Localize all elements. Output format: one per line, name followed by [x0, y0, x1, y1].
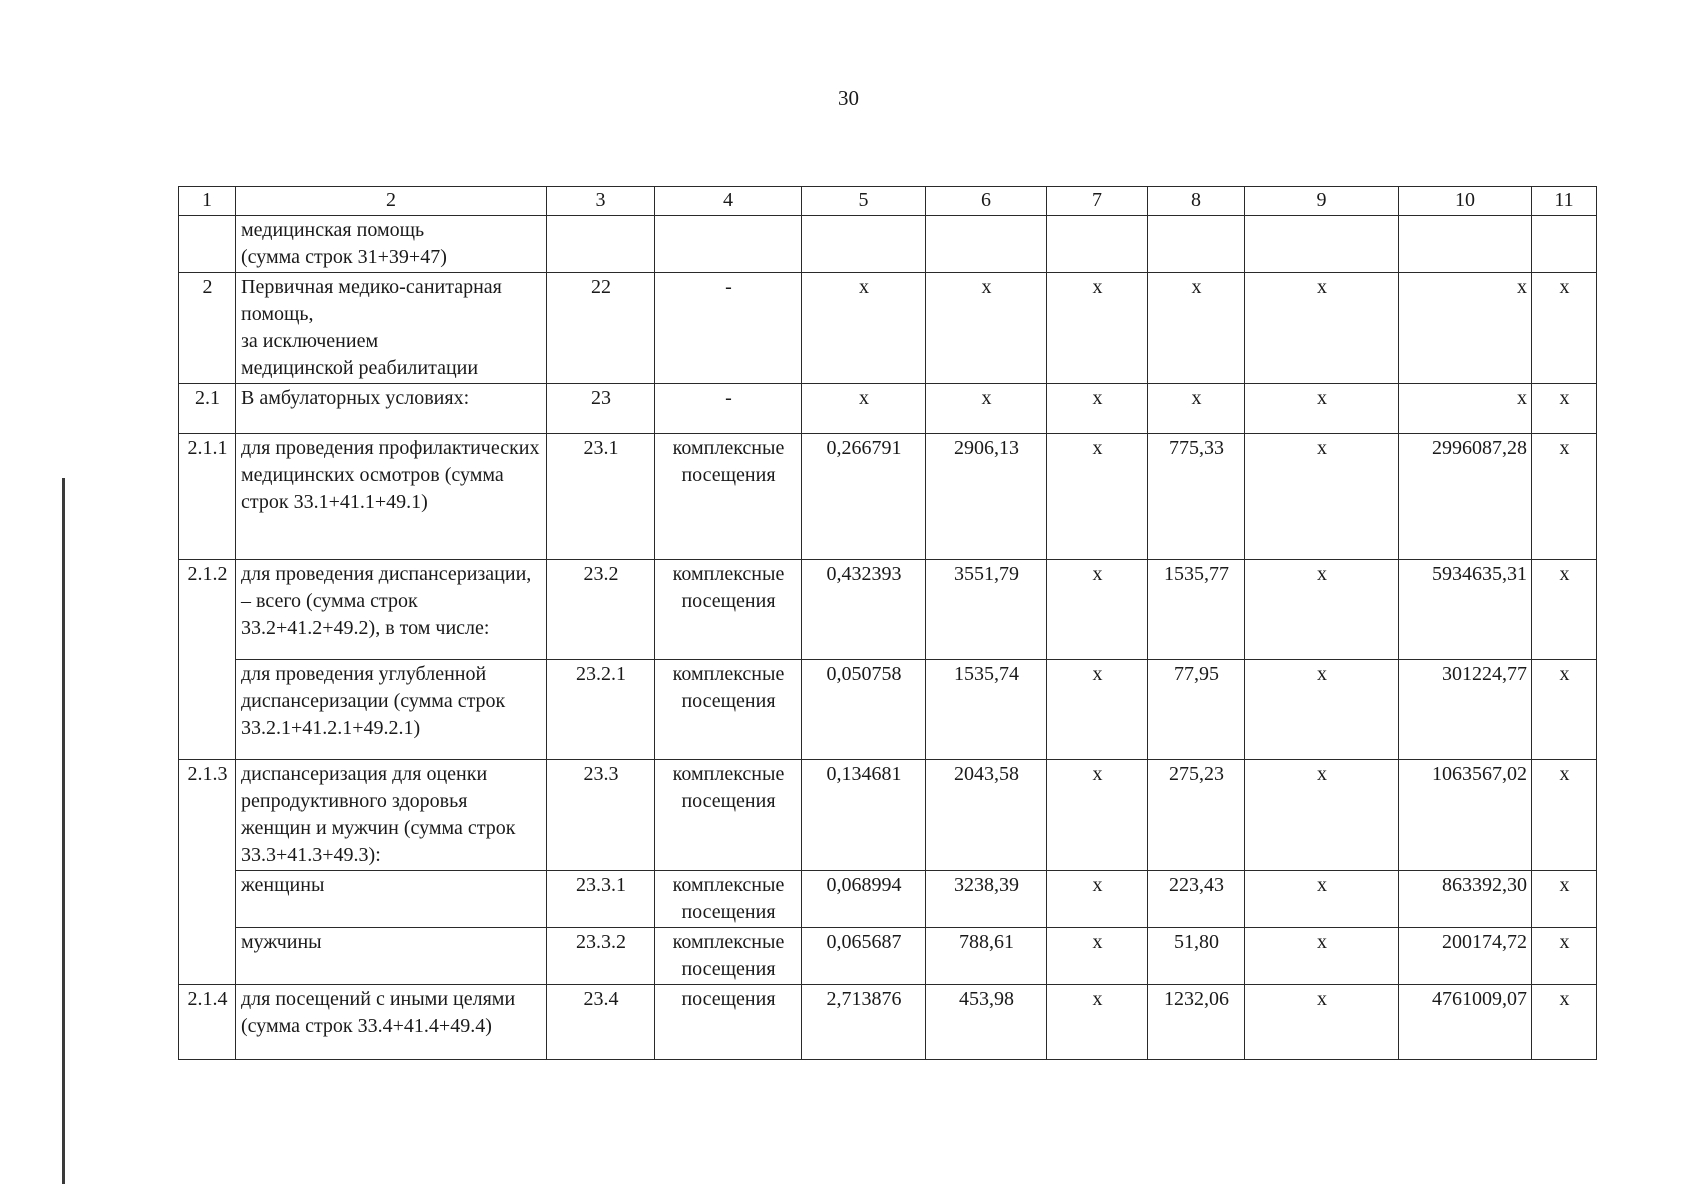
cell-c11	[1532, 216, 1597, 273]
cell-c9	[1245, 216, 1399, 273]
cell-unit	[655, 216, 802, 273]
cell-c10: 200174,72	[1399, 928, 1532, 985]
cell-c6	[926, 216, 1047, 273]
cell-c9: x	[1245, 760, 1399, 871]
cell-c11: x	[1532, 760, 1597, 871]
cell-unit: комплексные посещения	[655, 560, 802, 660]
row-name-cell: женщины	[236, 871, 547, 928]
cell-code: 23	[547, 384, 655, 434]
cell-c7: x	[1047, 760, 1148, 871]
cell-c9: x	[1245, 928, 1399, 985]
cell-unit: комплексные посещения	[655, 760, 802, 871]
cell-c8: x	[1148, 273, 1245, 384]
header-cell: 2	[236, 187, 547, 216]
cell-c6: 2043,58	[926, 760, 1047, 871]
table-header-row	[179, 187, 1597, 216]
cell-c10: x	[1399, 384, 1532, 434]
row-name-cell: мужчины	[236, 928, 547, 985]
table-row	[179, 273, 1597, 384]
cell-c8: x	[1148, 384, 1245, 434]
cell-c7: x	[1047, 434, 1148, 560]
cell-c8	[1148, 216, 1245, 273]
cell-c6: 2906,13	[926, 434, 1047, 560]
cell-c10	[1399, 216, 1532, 273]
header-cell: 9	[1245, 187, 1399, 216]
cell-c5: 0,266791	[802, 434, 926, 560]
row-number-cell: 2.1.4	[179, 985, 236, 1060]
table-row	[179, 216, 1597, 273]
cell-c6: 453,98	[926, 985, 1047, 1060]
cell-c5: 0,134681	[802, 760, 926, 871]
cell-c6: 1535,74	[926, 660, 1047, 760]
header-cell: 5	[802, 187, 926, 216]
cell-c9: x	[1245, 871, 1399, 928]
cell-c8: 51,80	[1148, 928, 1245, 985]
cell-c7	[1047, 216, 1148, 273]
cell-code: 23.2	[547, 560, 655, 660]
cell-unit: комплексные посещения	[655, 871, 802, 928]
cell-c10: 2996087,28	[1399, 434, 1532, 560]
cell-c5: x	[802, 384, 926, 434]
table-row	[179, 760, 1597, 871]
cell-c11: x	[1532, 434, 1597, 560]
cell-c7: x	[1047, 660, 1148, 760]
cell-unit: комплексные посещения	[655, 928, 802, 985]
cell-unit: -	[655, 384, 802, 434]
row-number-cell: 2	[179, 273, 236, 384]
table-row	[179, 560, 1597, 660]
row-name-cell: для проведения диспансеризации, – всего (сумма строк 33.2+41.2+49.2), в том числе:	[236, 560, 547, 660]
cell-c10: 4761009,07	[1399, 985, 1532, 1060]
cell-code: 23.1	[547, 434, 655, 560]
cell-c5	[802, 216, 926, 273]
cell-c5: x	[802, 273, 926, 384]
cell-code: 23.4	[547, 985, 655, 1060]
row-name-cell: для проведения профилактических медицинских осмотров (сумма строк 33.1+41.1+49.1)	[236, 434, 547, 560]
cell-c8: 77,95	[1148, 660, 1245, 760]
row-name-cell: диспансеризация для оценки репродуктивного здоровья женщин и мужчин (сумма строк 33.3+41.3+49.3):	[236, 760, 547, 871]
cell-c6: 3551,79	[926, 560, 1047, 660]
cell-c8: 1535,77	[1148, 560, 1245, 660]
cell-c7: x	[1047, 985, 1148, 1060]
table-row	[179, 384, 1597, 434]
cell-c9: x	[1245, 560, 1399, 660]
cell-unit: посещения	[655, 985, 802, 1060]
cell-c11: x	[1532, 928, 1597, 985]
data-table	[178, 186, 1597, 1060]
header-cell: 8	[1148, 187, 1245, 216]
cell-c11: x	[1532, 871, 1597, 928]
row-name-cell: медицинская помощь (сумма строк 31+39+47)	[236, 216, 547, 273]
cell-c6: 3238,39	[926, 871, 1047, 928]
header-cell: 10	[1399, 187, 1532, 216]
table-row	[179, 871, 1597, 928]
cell-c8: 1232,06	[1148, 985, 1245, 1060]
row-number-cell: 2.1	[179, 384, 236, 434]
cell-c5: 0,068994	[802, 871, 926, 928]
row-number-cell: 2.1.2	[179, 560, 236, 760]
cell-c5: 0,050758	[802, 660, 926, 760]
page-number: 30	[838, 86, 859, 110]
cell-code: 23.3	[547, 760, 655, 871]
cell-c11: x	[1532, 273, 1597, 384]
row-number-cell: 2.1.3	[179, 760, 236, 985]
cell-c6: 788,61	[926, 928, 1047, 985]
cell-c9: x	[1245, 985, 1399, 1060]
row-number-cell: 2.1.1	[179, 434, 236, 560]
cell-c6: x	[926, 273, 1047, 384]
cell-c7: x	[1047, 384, 1148, 434]
cell-unit: комплексные посещения	[655, 434, 802, 560]
cell-c11: x	[1532, 384, 1597, 434]
cell-c7: x	[1047, 273, 1148, 384]
row-name-cell: В амбулаторных условиях:	[236, 384, 547, 434]
cell-c7: x	[1047, 928, 1148, 985]
cell-c10: 5934635,31	[1399, 560, 1532, 660]
cell-c10: 863392,30	[1399, 871, 1532, 928]
cell-c11: x	[1532, 560, 1597, 660]
cell-c11: x	[1532, 985, 1597, 1060]
cell-code: 23.2.1	[547, 660, 655, 760]
header-cell: 4	[655, 187, 802, 216]
cell-c9: x	[1245, 434, 1399, 560]
cell-code: 22	[547, 273, 655, 384]
cell-c5: 0,065687	[802, 928, 926, 985]
header-cell: 11	[1532, 187, 1597, 216]
header-cell: 7	[1047, 187, 1148, 216]
cell-unit: -	[655, 273, 802, 384]
cell-c7: x	[1047, 560, 1148, 660]
cell-c9: x	[1245, 660, 1399, 760]
header-cell: 6	[926, 187, 1047, 216]
cell-c9: x	[1245, 384, 1399, 434]
row-name-cell: для проведения углубленной диспансеризации (сумма строк 33.2.1+41.2.1+49.2.1)	[236, 660, 547, 760]
cell-c9: x	[1245, 273, 1399, 384]
table-row	[179, 434, 1597, 560]
cell-c8: 223,43	[1148, 871, 1245, 928]
cell-c10: x	[1399, 273, 1532, 384]
header-cell: 3	[547, 187, 655, 216]
cell-c11: x	[1532, 660, 1597, 760]
cell-unit: комплексные посещения	[655, 660, 802, 760]
cell-code: 23.3.2	[547, 928, 655, 985]
cell-c8: 775,33	[1148, 434, 1245, 560]
header-cell: 1	[179, 187, 236, 216]
table-row	[179, 928, 1597, 985]
cell-code: 23.3.1	[547, 871, 655, 928]
cell-code	[547, 216, 655, 273]
cell-c8: 275,23	[1148, 760, 1245, 871]
cell-c10: 301224,77	[1399, 660, 1532, 760]
cell-c7: x	[1047, 871, 1148, 928]
cell-c5: 2,713876	[802, 985, 926, 1060]
row-number-cell	[179, 216, 236, 273]
table-row	[179, 660, 1597, 760]
cell-c5: 0,432393	[802, 560, 926, 660]
cell-c6: x	[926, 384, 1047, 434]
row-name-cell: Первичная медико-санитарная помощь, за исключением медицинской реабилитации	[236, 273, 547, 384]
table-row	[179, 985, 1597, 1060]
row-name-cell: для посещений с иными целями (сумма строк 33.4+41.4+49.4)	[236, 985, 547, 1060]
scan-margin-line	[62, 478, 65, 1184]
cell-c10: 1063567,02	[1399, 760, 1532, 871]
